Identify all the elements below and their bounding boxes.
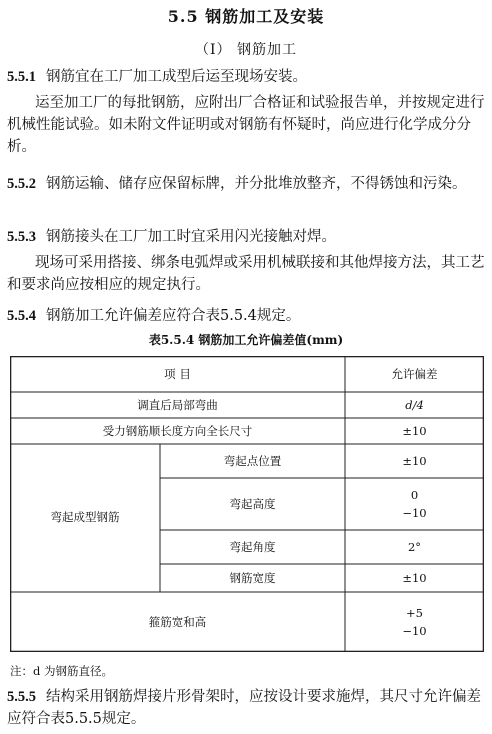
clause-5-5-1-body: 运至加工厂的每批钢筋，应附出厂合格证和试验报告单，并按规定进行机械性能试验。如未附文件证明或对钢筋有怀疑时，尚应进行化学成分分析。 <box>7 95 485 155</box>
row-bend-height-tol-b: −10 <box>402 506 427 520</box>
sub-heading: （Ⅰ） 钢筋加工 <box>195 42 297 58</box>
clause-text: 钢筋接头在工厂加工时宜采用闪光接触对焊。 <box>46 229 336 245</box>
clause-number: 5.5.5 <box>7 689 36 705</box>
row-bend-angle-item: 弯起角度 <box>229 540 276 554</box>
row-straighten-tol: d/4 <box>405 398 424 412</box>
row-stirrup-tol-a: +5 <box>406 606 423 620</box>
clause-5-5-3 <box>7 226 485 248</box>
section-heading: 5.5 钢筋加工及安装 <box>167 7 325 26</box>
tolerance-table <box>10 356 484 652</box>
table-note: 注：d 为钢筋直径。 <box>10 664 114 678</box>
row-bend-point-tol: ±10 <box>402 454 427 468</box>
clause-text: 钢筋宜在工厂加工成型后运至现场安装。 <box>46 69 307 85</box>
clause-number: 5.5.2 <box>7 176 36 192</box>
row-rebar-width-tol: ±10 <box>402 571 427 585</box>
row-straighten-item: 调直后局部弯曲 <box>137 398 218 412</box>
row-length-item: 受力钢筋顺长度方向全长尺寸 <box>102 424 253 438</box>
row-stirrup-tol-b: −10 <box>402 624 427 638</box>
clause-number: 5.5.3 <box>7 229 36 245</box>
clause-5-5-3-body: 现场可采用搭接、绑条电弧焊或采用机械联接和其他焊接方法，其工艺和要求尚应按相应的规定执行。 <box>7 255 485 293</box>
table-caption: 表5.5.4 钢筋加工允许偏差值(mm) <box>148 333 344 347</box>
row-length-tol: ±10 <box>402 424 427 438</box>
row-bend-height-tol-a: 0 <box>410 488 419 502</box>
group-bent-rebar: 弯起成型钢筋 <box>50 510 120 524</box>
row-rebar-width-item: 钢筋宽度 <box>229 571 276 585</box>
clause-number: 5.5.4 <box>7 308 36 324</box>
clause-5-5-1 <box>7 66 485 88</box>
header-tolerance: 允许偏差 <box>391 367 438 381</box>
row-bend-angle-tol: 2° <box>407 540 422 554</box>
clause-text: 钢筋加工允许偏差应符合表5.5.4规定。 <box>46 308 301 324</box>
clause-text: 钢筋运输、储存应保留标牌，并分批堆放整齐，不得锈蚀和污染。 <box>46 176 467 192</box>
clause-5-5-5 <box>7 686 485 730</box>
clause-5-5-4 <box>7 305 485 327</box>
row-stirrup-item: 箍筋宽和高 <box>148 615 207 629</box>
header-item: 项 目 <box>164 367 191 381</box>
row-bend-point-item: 弯起点位置 <box>223 454 282 468</box>
clause-text: 结构采用钢筋焊接片形骨架时，应按设计要求施焊，其尺寸允许偏差应符合表5.5.5规定。 <box>7 689 481 727</box>
row-bend-height-item: 弯起高度 <box>229 497 276 511</box>
clause-5-5-2 <box>7 173 485 195</box>
clause-number: 5.5.1 <box>7 69 36 85</box>
